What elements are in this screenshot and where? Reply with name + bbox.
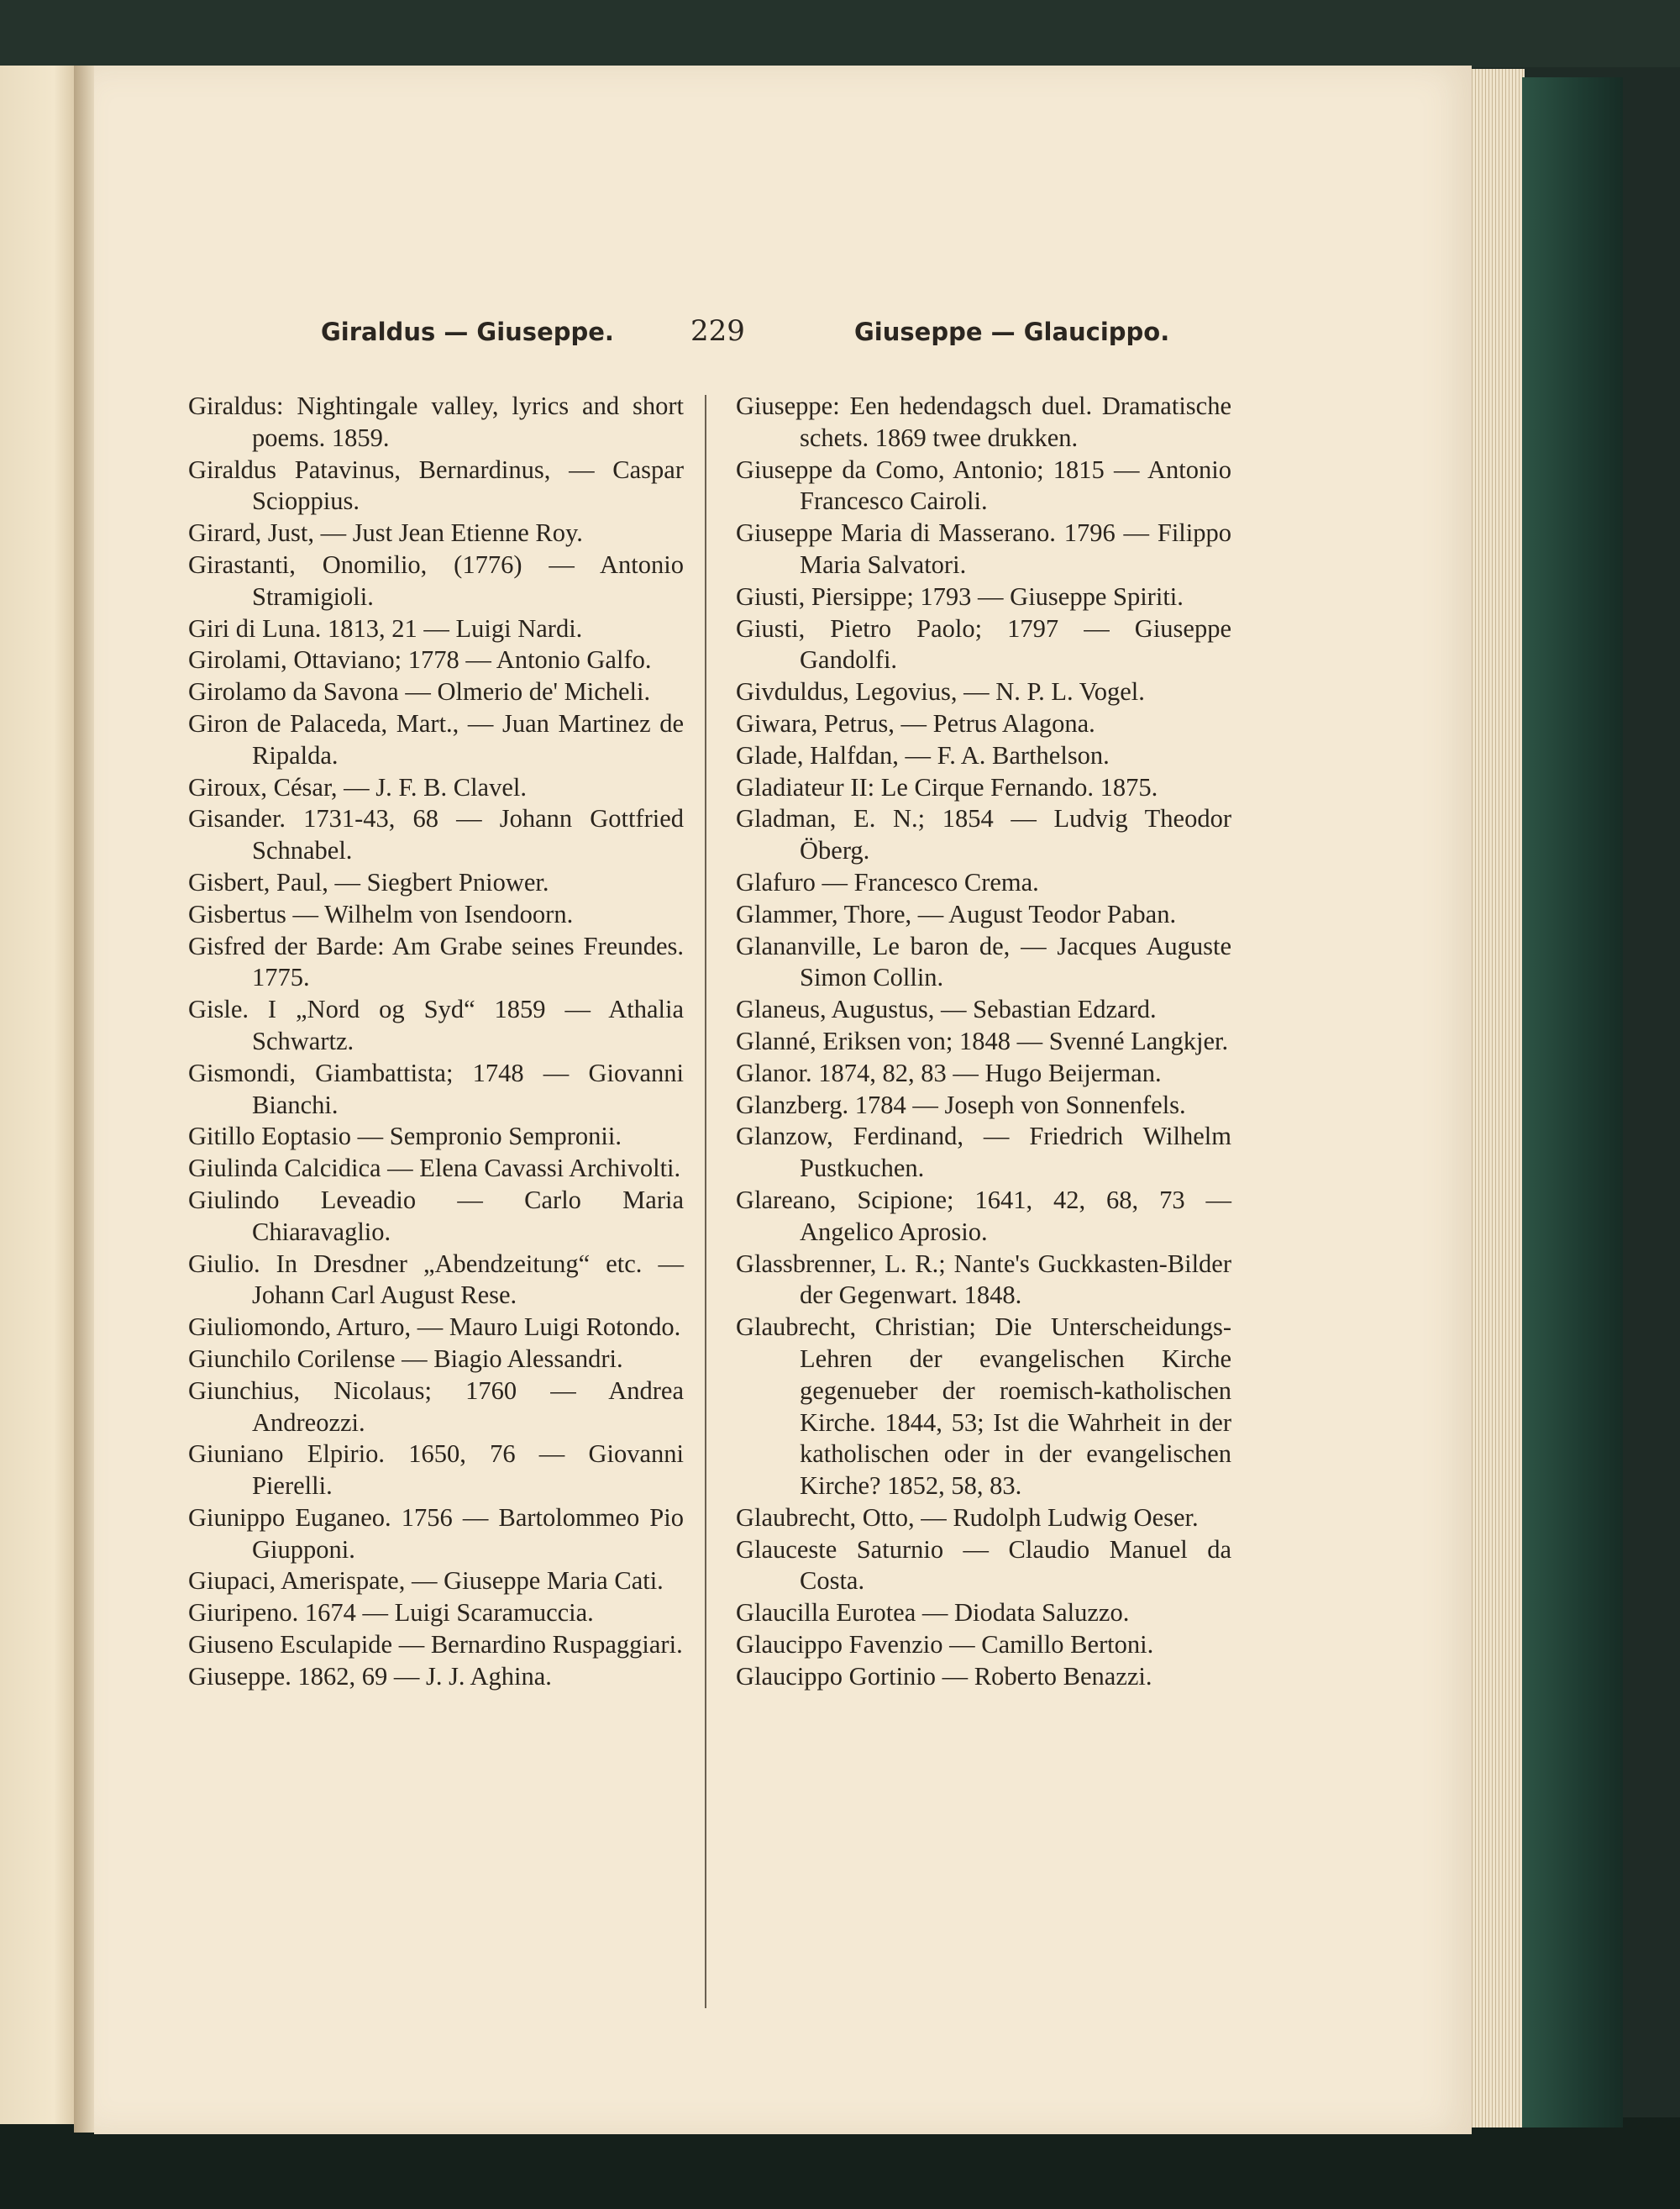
index-entry: Giuseppe Maria di Masserano. 1796 — Filippo Maria Salvatori.: [736, 518, 1231, 579]
index-entry: Girastanti, Onomilio, (1776) — Antonio Stramigioli.: [188, 550, 684, 611]
book-gutter: [74, 66, 96, 2133]
index-entry: Glanzberg. 1784 — Joseph von Sonnenfels.: [736, 1090, 1186, 1119]
index-entry: Girolami, Ottaviano; 1778 — Antonio Galfo.: [188, 645, 652, 675]
index-entry: Gisbert, Paul, — Siegbert Pniower.: [188, 867, 549, 897]
index-entry: Giuseppe da Como, Antonio; 1815 — Antonio Francesco Cairoli.: [736, 455, 1231, 516]
index-entry: Glananville, Le baron de, — Jacques Auguste Simon Collin.: [736, 931, 1231, 992]
index-entry: Glammer, Thore, — August Teodor Paban.: [736, 899, 1177, 928]
index-entry: Gisbertus — Wilhelm von Isendoorn.: [188, 899, 574, 928]
index-entry: Giusti, Piersippe; 1793 — Giuseppe Spiriti.: [736, 581, 1184, 611]
index-entry: Glanzow, Ferdinand, — Friedrich Wilhelm Pustkuchen.: [736, 1122, 1231, 1183]
book-cover-edge: [1522, 77, 1623, 2127]
index-entry: Giulinda Calcidica — Elena Cavassi Archivolti.: [188, 1154, 681, 1183]
header-left: Giraldus — Giuseppe.: [321, 318, 614, 346]
index-entry: Girolamo da Savona — Olmerio de' Micheli.: [188, 677, 651, 707]
index-entry: Giuliomondo, Arturo, — Mauro Luigi Rotondo.: [188, 1312, 681, 1342]
index-entry: Giupaci, Amerispate, — Giuseppe Maria Cati.: [188, 1566, 664, 1596]
index-entry: Giunchius, Nicolaus; 1760 — Andrea Andreozzi.: [188, 1375, 684, 1437]
index-entry: Giuripeno. 1674 — Luigi Scaramuccia.: [188, 1598, 594, 1628]
index-entry: Glareano, Scipione; 1641, 42, 68, 73 — Angelico Aprosio.: [736, 1185, 1231, 1246]
index-entry: Givduldus, Legovius, — N. P. L. Vogel.: [736, 677, 1145, 707]
index-entry: Giunchilo Corilense — Biagio Alessandri.: [188, 1344, 623, 1373]
index-entry: Gladiateur II: Le Cirque Fernando. 1875.: [736, 772, 1158, 802]
header-right: Giuseppe — Glaucippo.: [854, 318, 1170, 346]
facing-page-edge: [0, 66, 77, 2124]
index-entry: Giuseno Esculapide — Bernardino Ruspaggiari.: [188, 1630, 683, 1659]
index-entry: Gismondi, Giambattista; 1748 — Giovanni Bianchi.: [188, 1058, 684, 1119]
book-page: [94, 66, 1472, 2134]
index-entry: Glanné, Eriksen von; 1848 — Svenné Langkjer.: [736, 1026, 1229, 1055]
index-entry: Giulindo Leveadio — Carlo Maria Chiaravaglio.: [188, 1185, 684, 1246]
index-entry: Glaucippo Gortinio — Roberto Benazzi.: [736, 1661, 1152, 1691]
index-entry: Gisander. 1731-43, 68 — Johann Gottfried Schnabel.: [188, 804, 684, 865]
index-entry: Glaubrecht, Christian; Die Unterscheidungs-Lehren der evangelischen Kirche gegenueber der roemisch-katholischen Kirche. 1844, 53; Ist die Wahrheit in der katholischen oder in der evangelischen Kirche? 1852, 58, 83.: [736, 1312, 1231, 1501]
index-entry: Glaubrecht, Otto, — Rudolph Ludwig Oeser.: [736, 1502, 1199, 1532]
index-entry: Glauceste Saturnio — Claudio Manuel da Costa.: [736, 1534, 1231, 1596]
index-entry: Glaneus, Augustus, — Sebastian Edzard.: [736, 995, 1157, 1024]
page-number: 229: [690, 314, 745, 348]
right-column: [736, 391, 1231, 1693]
index-entry: Glanor. 1874, 82, 83 — Hugo Beijerman.: [736, 1058, 1162, 1087]
page-edges: [1466, 69, 1525, 2127]
index-entry: Glafuro — Francesco Crema.: [736, 867, 1039, 897]
left-column: [188, 391, 684, 1693]
index-entry: Giri di Luna. 1813, 21 — Luigi Nardi.: [188, 613, 583, 643]
index-entry: Gitillo Eoptasio — Sempronio Sempronii.: [188, 1122, 622, 1151]
index-entry: Giraldus Patavinus, Bernardinus, — Caspar Scioppius.: [188, 455, 684, 516]
index-entry: Glaucilla Eurotea — Diodata Saluzzo.: [736, 1598, 1130, 1628]
index-entry: Glade, Halfdan, — F. A. Barthelson.: [736, 740, 1110, 770]
index-entry: Gisfred der Barde: Am Grabe seines Freundes. 1775.: [188, 931, 684, 992]
index-entry: Giuseppe. 1862, 69 — J. J. Aghina.: [188, 1661, 552, 1691]
index-entry: Girard, Just, — Just Jean Etienne Roy.: [188, 518, 583, 548]
column-divider: [705, 395, 706, 2008]
index-entry: Giroux, César, — J. F. B. Clavel.: [188, 772, 527, 802]
running-header: [94, 314, 1472, 360]
background-top: [0, 0, 1680, 67]
index-entry: Giron de Palaceda, Mart., — Juan Martinez de Ripalda.: [188, 708, 684, 770]
index-entry: Giulio. In Dresdner „Abendzeitung“ etc. — Johann Carl August Rese.: [188, 1249, 684, 1310]
index-entry: Giuseppe: Een hedendagsch duel. Dramatische schets. 1869 twee drukken.: [736, 392, 1231, 452]
index-entry: Gisle. I „Nord og Syd“ 1859 — Athalia Schwartz.: [188, 995, 684, 1055]
index-entry: Giunippo Euganeo. 1756 — Bartolommeo Pio Giupponi.: [188, 1502, 684, 1564]
index-entry: Gladman, E. N.; 1854 — Ludvig Theodor Öberg.: [736, 804, 1231, 865]
index-entry: Glaucippo Favenzio — Camillo Bertoni.: [736, 1630, 1154, 1659]
index-entry: Giuniano Elpirio. 1650, 76 — Giovanni Pierelli.: [188, 1439, 684, 1501]
index-entry: Giwara, Petrus, — Petrus Alagona.: [736, 708, 1095, 738]
index-entry: Giraldus: Nightingale valley, lyrics and short poems. 1859.: [188, 392, 684, 452]
index-entry: Giusti, Pietro Paolo; 1797 — Giuseppe Gandolfi.: [736, 613, 1231, 675]
index-entry: Glassbrenner, L. R.; Nante's Guckkasten-Bilder der Gegenwart. 1848.: [736, 1249, 1231, 1310]
